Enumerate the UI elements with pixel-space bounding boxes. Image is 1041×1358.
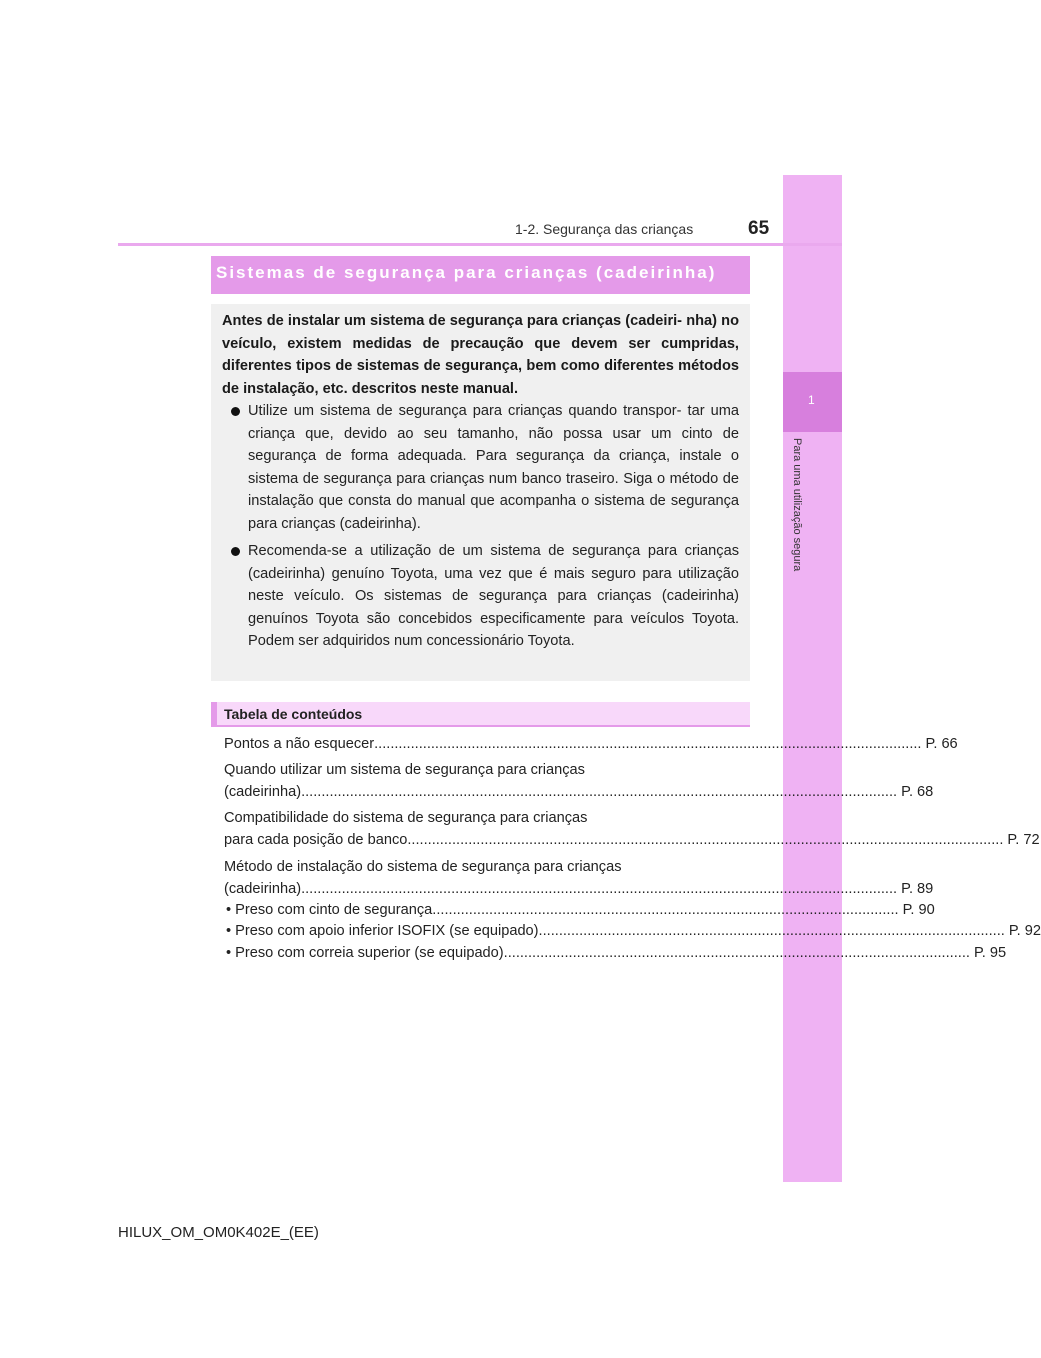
toc-entry-first-line: Quando utilizar um sistema de segurança para crianças: [224, 762, 585, 778]
bullet-dot-icon: [231, 407, 240, 416]
toc-sub-entry-page: P. 90: [902, 902, 935, 918]
toc-entry-label: Pontos a não esquecer: [224, 736, 375, 752]
page-number: 65: [748, 218, 770, 239]
toc-entry[interactable]: [224, 733, 958, 755]
toc-sub-entry-page: P. 95: [973, 945, 1007, 961]
toc-entry[interactable]: [224, 829, 1040, 851]
header-rule: [118, 243, 842, 246]
toc-sub-entry-label: • Preso com correia superior (se equipado): [226, 945, 504, 961]
bullet-text: Recomenda-se a utilização de um sistema de segurança para crianças (cadeirinha) genuíno Toyota, uma vez que é mais seguro para utilização neste veículo. Os sistemas de segurança para crianças (cadeirinha) genuínos Toyota são concebidos especificamente para veículos Toyota. Podem ser adquiridos num concessionário Toyota.: [248, 543, 739, 649]
toc-leader-dots: ...................................................................................................................................................: [407, 832, 1004, 848]
toc-leader-dots: ...................................................................................................................: [538, 923, 1005, 939]
toc-entry[interactable]: [224, 781, 934, 803]
intro-bullet: [231, 400, 739, 535]
toc-leader-dots: ...................................................................................................................: [503, 945, 970, 961]
toc-heading: Tabela de conteúdos: [224, 706, 363, 722]
intro-bullet: [231, 540, 739, 653]
toc-sub-entry-label: • Preso com cinto de segurança: [226, 902, 433, 918]
chapter-side-tab: [783, 175, 842, 1182]
toc-entry-page: P. 66: [925, 736, 958, 752]
toc-entry-page: P. 89: [901, 881, 934, 897]
intro-paragraph: Antes de instalar um sistema de segurança para crianças (cadeiri- nha) no veículo, existem medidas de precaução que devem ser cumpridas, diferentes tipos de sistemas de segurança, bem como diferentes métodos de instalação, etc. descritos neste manual.: [222, 313, 739, 397]
chapter-number: 1: [808, 393, 815, 407]
toc-sub-entry[interactable]: [226, 899, 935, 921]
footer-doc-code: HILUX_OM_OM0K402E_(EE): [118, 1224, 319, 1241]
toc-heading-rule: [211, 725, 750, 727]
bullet-text: Utilize um sistema de segurança para crianças quando transpor- tar uma criança que, devido ao seu tamanho, não possa usar um cinto de segurança de forma adequada. Para segurança da criança, instale o sistema de segurança para crianças num banco traseiro. Siga o método de instalação que consta do manual que acompanha o sistema de segurança para crianças (cadeirinha).: [248, 403, 739, 532]
toc-entry-first-line: Método de instalação do sistema de segurança para crianças: [224, 859, 622, 875]
section-header: 1-2. Segurança das crianças: [515, 221, 694, 237]
chapter-label: Para uma utilização segura: [791, 438, 803, 572]
toc-heading-accent: [211, 702, 217, 726]
toc-entry-page: P. 72: [1007, 832, 1040, 848]
toc-leader-dots: ...................................................................................................................................................: [301, 784, 898, 800]
page-title: Sistemas de segurança para crianças (cadeirinha): [216, 263, 717, 282]
toc-sub-entry-page: P. 92: [1008, 923, 1041, 939]
toc-sub-entry[interactable]: [226, 920, 1041, 942]
toc-entry-label: para cada posição de banco: [224, 832, 408, 848]
toc-entry-label: (cadeirinha): [224, 784, 302, 800]
toc-entry-label: (cadeirinha): [224, 881, 302, 897]
toc-entry-first-line: Compatibilidade do sistema de segurança para crianças: [224, 810, 588, 826]
toc-entry-page: P. 68: [901, 784, 934, 800]
bullet-dot-icon: [231, 547, 240, 556]
toc-leader-dots: ...................................................................................................................: [432, 902, 899, 918]
toc-entry[interactable]: [224, 878, 934, 900]
toc-sub-entry[interactable]: [226, 942, 1007, 964]
toc-leader-dots: ...................................................................................................................................................: [301, 881, 898, 897]
toc-leader-dots: .......................................................................................................................................: [374, 736, 922, 752]
toc-sub-entry-label: • Preso com apoio inferior ISOFIX (se equipado): [226, 923, 539, 939]
